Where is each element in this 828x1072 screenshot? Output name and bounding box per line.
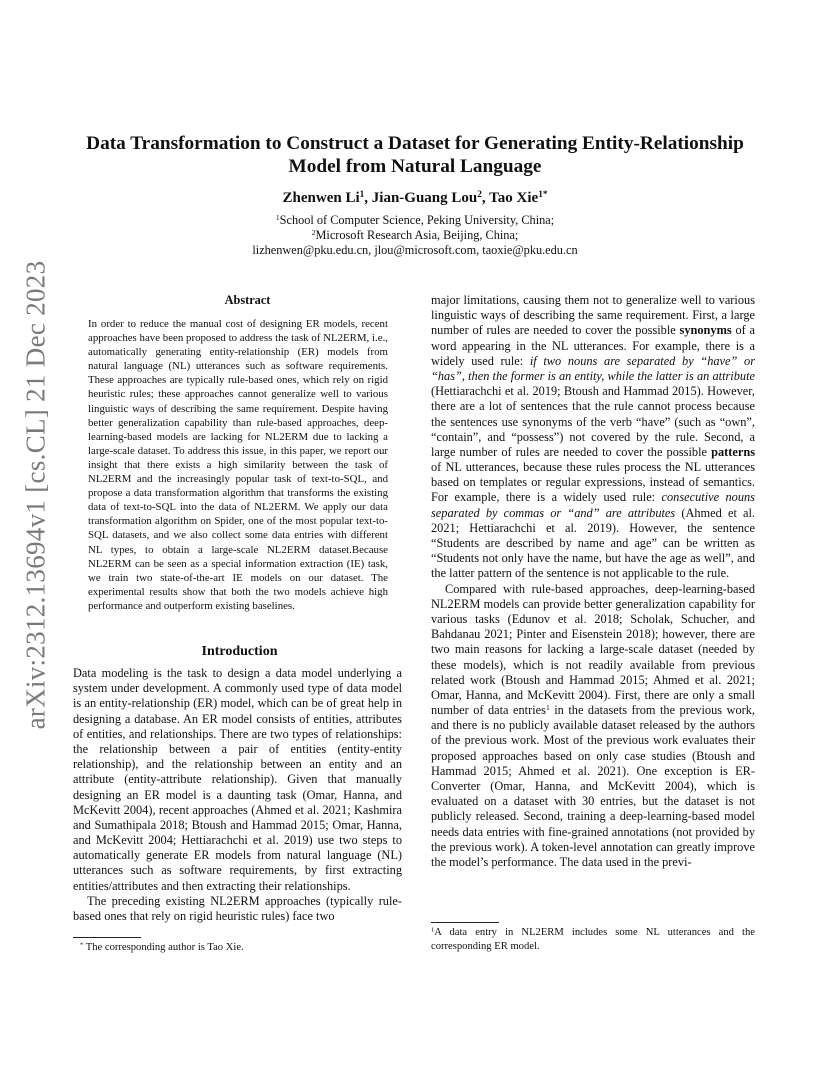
author-mark: 2: [477, 189, 482, 200]
right-column-body: [431, 293, 755, 870]
footnote-rule: [73, 937, 141, 938]
footnote-corresponding: [80, 941, 402, 955]
affiliations: [70, 213, 760, 259]
text-run: (Hettiarachchi et al. 2019; Btoush and Hammad 2015). However, there are a lot of sentences that the rule cannot process because the sentences use synonyms of the verb “have” (such as “own”, “contain”, and “possess”) not covered by the rule. Second, a large number of rules are needed to cover the possible: [431, 384, 755, 459]
abstract-body: In order to reduce the manual cost of designing ER models, recent approaches have been proposed to address the task of NL2ERM, i.e., automatically generating entity-relationship (ER) models from natural language (NL) utterances such as software requirements. These approaches are typically rule-based ones, which rely on rigid heuristic rules; these approaches cannot generalize well to various linguistic ways of describing the same requirement. Despite having better generalization capability than rule-based approaches, deep-learning-based models are lacking for NL2ERM due to lacking a large-scale dataset. To address this issue, in this paper, we report our insight that there exists a high similarity between the task of NL2ERM and the increasingly popular task of text-to-SQL, and propose a data transformation algorithm that transforms the existing data of text-to-SQL into the data of NL2ERM. We apply our data transformation algorithm on Spider, one of the most popular text-to-SQL datasets, and we also collect some data entries with different NL types, to obtain a large-scale NL2ERM dataset.Because NL2ERM can be seen as a special information extraction (IE) task, we train two state-of-the-art IE models on our dataset. The experimental results show that both the two models achieve high performance and outperform existing baselines.: [88, 318, 388, 612]
intro-paragraph-3: [431, 582, 755, 871]
left-column-body: [73, 666, 402, 924]
footnote-text: A data entry in NL2ERM includes some NL utterances and the corresponding ER model.: [431, 927, 755, 952]
footnote-text: The corresponding author is Tao Xie.: [85, 942, 244, 953]
text-run: (Ahmed et al. 2021; Hettiarachchi et al. 2019). However, the sentence “Students are described by name and age” can be written as “Students not only have the name, but have the age as well”, and the latter pattern of the sentence is not applicable to the rule.: [431, 505, 756, 581]
footnote-mark: 1: [431, 926, 435, 934]
author-mark: 1*: [538, 189, 548, 200]
text-run: in the datasets from the previous work, and there is no publicly available dataset released by the authors of the previous work. Most of the previous work evaluates their proposed approaches based on only case studies (Btoush and Hammad 2015; Ahmed et al. 2021). One exception is ER-Converter (Omar, Hanna, and McKevitt 2004), which is evaluated on a dataset with 30 entries, but the dataset is not publicly released. Second, training a deep-learning-based model needs data entries with fine-grained annotations (not provided by the previous work). A token-level annotation can greatly improve the model’s performance. The data used in the previ-: [431, 703, 755, 869]
affiliation-mark: 2: [311, 228, 316, 238]
arxiv-side-identifier: [14, 260, 58, 730]
footnote-mark: *: [80, 941, 84, 949]
text-run: Compared with rule-based approaches, deep-learning-based NL2ERM models can provide better generalization capability for various tasks (Edunov et al. 2018; Scholak, Schucher, and Bahdanau 2021; Pinter and Eisenstein 2018); however, there are two main reasons for lacking a large-scale dataset (needed by these models), which is not readily available from previous related work (Btoush and Hammad 2015; Ahmed et al. 2021; Omar, Hanna, and McKevitt 2004). First, there are only a small number of data entries: [431, 581, 755, 718]
footnote-ref-mark: 1: [545, 702, 550, 712]
footnote-rule: [431, 922, 499, 923]
affiliation-mark: 1: [275, 212, 280, 222]
emphasis-synonyms: synonyms: [679, 323, 732, 338]
arxiv-id-text: arXiv:2312.13694v1 [cs.CL] 21 Dec 2023: [20, 260, 51, 730]
introduction-heading: Introduction: [201, 644, 278, 659]
affiliation-line: [70, 213, 760, 228]
emphasis-patterns: patterns: [711, 444, 755, 459]
affiliation-text: Microsoft Research Asia, Beijing, China;: [315, 228, 519, 243]
text-run: major limitations, causing them not to generalize well to various linguistic ways of describing the same requirement. First, a large number of rules are needed to cover the possible: [431, 293, 755, 338]
author-emails: lizhenwen@pku.edu.cn, jlou@microsoft.com, taoxie@pku.edu.cn: [252, 243, 578, 258]
author-list: Zhenwen Li$^1$, Jian-Guang Lou$^2$, Tao Xie$^{1*}$: [282, 189, 548, 206]
author-name: Tao Xie: [489, 190, 539, 206]
footnote-1: [431, 926, 755, 953]
intro-paragraph-1: Data modeling is the task to design a data model underlying a system under development. A commonly used type of data model is an entity-relationship (ER) model, which can be of great help in designing a database. An ER model consists of entities, attributes of entities, and relationships. There are two types of relationships: the relationship between a pair of entities (entity-entity relationship), and the relationship between an entity and an attribute (entity-attribute relationship). Given that manually designing an ER model is a daunting task (Omar, Hanna, and McKevitt 2004), recent approaches (Ahmed et al. 2021; Kashmira and Sumathipala 2018; Btoush and Hammad 2015; Omar, Hanna, and McKevitt 2004; Hettiarachchi et al. 2019) use two steps to automatically generate ER models from natural language (NL) utterances such as software requirements, by first extracting entities/attributes and then extracting their relationships.: [73, 666, 402, 893]
affiliation-line: [70, 228, 760, 243]
author-name: Jian-Guang Lou: [371, 190, 478, 206]
intro-paragraph-2: The preceding existing NL2ERM approaches (typically rule-based ones that rely on rigid heuristic rules) face two: [73, 893, 402, 923]
rule-example-1: if two nouns are separated by “have” or “has”, then the former is an entity, while the latter is an attribute: [431, 353, 756, 383]
paper-title: Data Transformation to Construct a Dataset for Generating Entity-Relationship Model from Natural Language: [86, 133, 744, 177]
abstract-heading: Abstract: [224, 293, 271, 307]
affiliation-text: School of Computer Science, Peking University, China;: [279, 213, 555, 227]
author-name: Zhenwen Li: [282, 190, 360, 206]
text-run: of a word appearing in the NL utterances. For example, there is a widely used rule:: [431, 323, 755, 368]
text-run: of NL utterances, because these rules process the NL utterances based on templates or regular expressions, instead of semantics. For example, there is a widely used rule:: [431, 460, 755, 505]
intro-paragraph-2-continued: [431, 293, 755, 582]
rule-example-2: consecutive nouns separated by commas or “and” are attributes: [431, 490, 755, 520]
author-mark: 1: [359, 189, 365, 200]
